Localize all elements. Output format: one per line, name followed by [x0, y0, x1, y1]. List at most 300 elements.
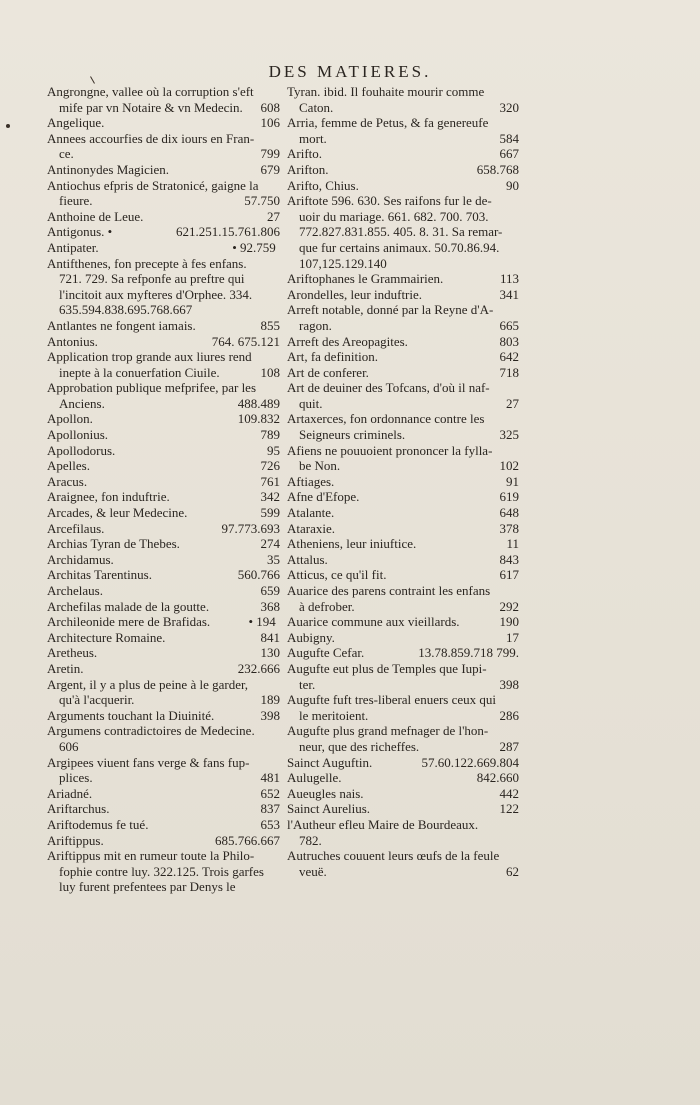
- page-references: 232.666: [237, 660, 280, 676]
- page-references: 27: [267, 208, 280, 224]
- page-references: 91: [506, 473, 519, 489]
- entry-heading: [287, 661, 519, 677]
- entry-text: Argent, il y a plus de peine à le garder,: [47, 676, 249, 692]
- entry-text: Anthoine de Leue.: [47, 208, 144, 224]
- index-entry: [287, 115, 519, 146]
- entry-text: Sainct Auguftin.: [287, 754, 373, 770]
- entry-continuation: [287, 739, 519, 755]
- entry-heading: [47, 552, 280, 568]
- entry-heading: [287, 443, 519, 459]
- entry-text: l'Autheur efleu Maire de Bourdeaux.: [287, 816, 479, 832]
- index-entry: [287, 178, 519, 194]
- entry-text: luy furent prefentees par Denys le: [59, 879, 236, 895]
- index-entry: [47, 521, 280, 537]
- entry-continuation: [287, 833, 519, 849]
- entry-heading: [287, 614, 519, 630]
- entry-heading: [47, 630, 280, 646]
- entry-continuation: [287, 396, 519, 412]
- page-references: 320: [499, 99, 519, 115]
- entry-heading: [47, 521, 280, 537]
- page-references: 842.660: [476, 770, 519, 786]
- page-references: 619: [499, 489, 519, 505]
- page-references: 560.766: [237, 567, 280, 583]
- entry-heading: [47, 427, 280, 443]
- index-entry: [287, 723, 519, 754]
- index-entry: [47, 115, 280, 131]
- page-references: 342: [260, 489, 280, 505]
- index-entry: [287, 848, 519, 879]
- index-entry: [287, 661, 519, 692]
- entry-text: Autruches couuent leurs œufs de la feule: [287, 848, 500, 864]
- index-entry: [47, 162, 280, 178]
- entry-text: mort.: [299, 130, 327, 146]
- index-column-right: [287, 84, 519, 879]
- entry-text: l'incitoit aux myfteres d'Orphee. 334.: [59, 286, 253, 302]
- page-references: 718: [499, 364, 519, 380]
- entry-heading: [47, 162, 280, 178]
- index-entry: [287, 271, 519, 287]
- page-references: 102: [499, 458, 519, 474]
- page-references: 378: [499, 520, 519, 536]
- entry-text: Art de deuiner des Tofcans, d'où il naf-: [287, 380, 490, 396]
- entry-text: Sainct Aurelius.: [287, 801, 371, 817]
- entry-text: à defrober.: [299, 598, 355, 614]
- index-entry: [287, 146, 519, 162]
- index-entry: [47, 474, 280, 490]
- entry-continuation: [287, 131, 519, 147]
- index-entry: [47, 427, 280, 443]
- entry-text: ter.: [299, 676, 316, 692]
- index-entry: [287, 411, 519, 442]
- entry-heading: [47, 817, 280, 833]
- entry-continuation: [287, 209, 519, 225]
- entry-continuation: [47, 100, 280, 116]
- entry-text: Aftiages.: [287, 473, 335, 489]
- entry-continuation: [47, 193, 280, 209]
- entry-heading: [47, 84, 280, 100]
- entry-text: plices.: [59, 770, 93, 786]
- entry-heading: [47, 178, 280, 194]
- entry-text: neur, que des richeffes.: [299, 738, 420, 754]
- index-entry: [287, 630, 519, 646]
- entry-text: Antifthenes, fon precepte à fes enfans.: [47, 255, 247, 271]
- index-entry: [47, 349, 280, 380]
- entry-text: Aulugelle.: [287, 770, 342, 786]
- entry-continuation: [287, 427, 519, 443]
- entry-continuation: [287, 599, 519, 615]
- page-references: 685.766.667: [215, 832, 280, 848]
- entry-text: Art de conferer.: [287, 364, 369, 380]
- entry-heading: [47, 115, 280, 131]
- page-references: 106: [260, 115, 280, 131]
- entry-text: le meritoient.: [299, 707, 369, 723]
- entry-text: 635.594.838.695.768.667: [59, 302, 193, 318]
- page-references: 599: [260, 505, 280, 521]
- index-entry: [47, 848, 280, 895]
- entry-heading: [287, 801, 519, 817]
- index-entry: [47, 723, 280, 754]
- entry-heading: [287, 411, 519, 427]
- entry-heading: [287, 474, 519, 490]
- page-references: 274: [260, 536, 280, 552]
- page-references: 286: [499, 707, 519, 723]
- index-entry: [287, 365, 519, 381]
- page-references: 653: [260, 816, 280, 832]
- entry-heading: [287, 505, 519, 521]
- entry-continuation: [287, 708, 519, 724]
- page-references: 761: [260, 473, 280, 489]
- index-entry: [287, 287, 519, 303]
- entry-text: Artaxerces, fon ordonnance contre les: [287, 411, 485, 427]
- entry-heading: [287, 692, 519, 708]
- page-references: 17: [506, 629, 519, 645]
- entry-text: Archefilas malade de la goutte.: [47, 598, 210, 614]
- entry-heading: [287, 489, 519, 505]
- page-references: 108: [260, 364, 280, 380]
- entry-heading: [47, 833, 280, 849]
- index-entry: [287, 193, 519, 271]
- entry-text: Seigneurs criminels.: [299, 427, 406, 443]
- entry-text: quit.: [299, 395, 323, 411]
- entry-text: Arifton.: [287, 161, 329, 177]
- index-entry: [47, 84, 280, 115]
- entry-heading: [47, 224, 280, 240]
- page-references: 27: [506, 395, 519, 411]
- page-references: 57.60.122.669.804: [421, 754, 519, 770]
- index-entry: [287, 349, 519, 365]
- entry-continuation: [287, 240, 519, 256]
- entry-text: Augufte fuft tres-liberal enuers ceux qui: [287, 692, 497, 708]
- index-entry: [47, 614, 280, 630]
- entry-text: uoir du mariage. 661. 682. 700. 703.: [299, 208, 489, 224]
- entry-heading: [47, 256, 280, 272]
- page-references: 292: [499, 598, 519, 614]
- entry-heading: [287, 302, 519, 318]
- entry-heading: [47, 614, 280, 630]
- entry-text: fieure.: [59, 193, 93, 209]
- entry-text: Aubigny.: [287, 629, 335, 645]
- entry-heading: [47, 349, 280, 365]
- entry-text: Angrongne, vallee où la corruption s'eft: [47, 84, 254, 99]
- entry-heading: [47, 505, 280, 521]
- index-entry: [47, 661, 280, 677]
- page-references: 658.768: [476, 161, 519, 177]
- page-references: 837: [260, 801, 280, 817]
- entry-text: fophie contre luy. 322.125. Trois garfes: [59, 863, 264, 879]
- index-entry: [287, 801, 519, 817]
- entry-heading: [47, 677, 280, 693]
- entry-text: Arreft des Areopagites.: [287, 333, 408, 349]
- running-header: DES MATIERES.: [268, 62, 432, 81]
- entry-heading: [47, 723, 280, 739]
- entry-text: Augufte eut plus de Temples que Iupi-: [287, 660, 487, 676]
- page-references: 62: [506, 863, 519, 879]
- page-references: 113: [499, 271, 519, 287]
- entry-text: Art, fa definition.: [287, 349, 378, 365]
- entry-text: 107,125.129.140: [299, 255, 387, 271]
- index-entry: [287, 443, 519, 474]
- index-entry: [47, 536, 280, 552]
- entry-heading: [287, 630, 519, 646]
- entry-heading: [47, 240, 280, 256]
- entry-continuation: [287, 864, 519, 880]
- entry-heading: [47, 458, 280, 474]
- entry-text: Auarice commune aux vieillards.: [287, 614, 460, 630]
- entry-heading: [287, 567, 519, 583]
- page-references: 652: [260, 785, 280, 801]
- page-references: 109.832: [237, 411, 280, 427]
- page-references: • 92.759: [232, 239, 276, 255]
- index-entry: [287, 302, 519, 333]
- entry-heading: [47, 583, 280, 599]
- page-references: 855: [260, 317, 280, 333]
- entry-heading: [287, 162, 519, 178]
- index-entry: [47, 224, 280, 240]
- entry-heading: [47, 708, 280, 724]
- entry-text: Ariftote 596. 630. Ses raifons fur le de-: [287, 193, 492, 209]
- entry-heading: [287, 848, 519, 864]
- index-entry: [287, 84, 519, 115]
- page-references: 122: [499, 801, 519, 817]
- entry-heading: [47, 380, 280, 396]
- index-entry: [47, 318, 280, 334]
- index-entry: [47, 178, 280, 209]
- entry-text: Architas Tarentinus.: [47, 567, 152, 583]
- page-references: 764. 675.121: [211, 333, 280, 349]
- entry-text: Approbation publique mefprifee, par les: [47, 380, 257, 396]
- entry-text: ragon.: [299, 317, 332, 333]
- entry-heading: [47, 848, 280, 864]
- entry-text: Afne d'Efope.: [287, 489, 360, 505]
- index-entry: [47, 443, 280, 459]
- entry-text: Augufte plus grand mefnager de l'hon-: [287, 723, 489, 739]
- index-entry: [47, 505, 280, 521]
- page-references: 442: [499, 785, 519, 801]
- entry-heading: [287, 770, 519, 786]
- index-entry: [47, 240, 280, 256]
- entry-continuation: [47, 739, 280, 755]
- index-entry: [287, 334, 519, 350]
- entry-text: Archelaus.: [47, 583, 103, 598]
- page-references: 642: [499, 349, 519, 365]
- entry-text: Auarice des parens contraint les enfans: [287, 583, 491, 598]
- page-references: 621.251.15.761.806: [176, 224, 280, 240]
- entry-heading: [287, 365, 519, 381]
- page-references: 584: [499, 130, 519, 146]
- entry-text: inepte à la conuerfation Ciuile.: [59, 364, 220, 380]
- entry-text: Antipater.: [47, 239, 99, 255]
- index-entry: [47, 677, 280, 708]
- entry-heading: [287, 178, 519, 194]
- entry-heading: [47, 599, 280, 615]
- entry-heading: [47, 801, 280, 817]
- index-entry: [47, 380, 280, 411]
- index-entry: [287, 474, 519, 490]
- entry-text: Arifto, Chius.: [287, 177, 359, 193]
- index-entry: [287, 567, 519, 583]
- entry-text: Apelles.: [47, 458, 90, 474]
- entry-text: Apollodorus.: [47, 442, 116, 458]
- entry-heading: [47, 645, 280, 661]
- entry-text: Arria, femme de Petus, & fa genereufe: [287, 115, 489, 131]
- index-entry: [287, 489, 519, 505]
- page-references: 398: [260, 707, 280, 723]
- entry-heading: [287, 380, 519, 396]
- entry-text: Arifto.: [287, 146, 323, 162]
- entry-heading: [287, 645, 519, 661]
- index-entry: [287, 817, 519, 848]
- entry-heading: [47, 755, 280, 771]
- page-references: 35: [267, 551, 280, 567]
- page-references: 481: [260, 770, 280, 786]
- entry-continuation: [287, 677, 519, 693]
- page-references: 13.78.859.718 799.: [418, 645, 519, 661]
- entry-text: 782.: [299, 832, 322, 848]
- entry-text: Ariftippus mit en rumeur toute la Philo-: [47, 848, 255, 864]
- entry-heading: [47, 318, 280, 334]
- index-entry: [287, 162, 519, 178]
- page-references: 617: [499, 567, 519, 583]
- entry-heading: [47, 209, 280, 225]
- index-entry: [47, 708, 280, 724]
- entry-heading: [47, 489, 280, 505]
- entry-heading: [47, 536, 280, 552]
- index-entry: [287, 786, 519, 802]
- page-references: 789: [260, 427, 280, 443]
- entry-continuation: [287, 318, 519, 334]
- index-entry: [47, 755, 280, 786]
- entry-text: Argipees viuent fans verge & fans fup-: [47, 754, 250, 770]
- index-column-left: [47, 84, 280, 895]
- entry-text: Angelique.: [47, 115, 105, 131]
- index-entry: [47, 256, 280, 318]
- index-entry: [287, 521, 519, 537]
- page-references: 648: [499, 505, 519, 521]
- entry-text: veuë.: [299, 863, 327, 879]
- entry-heading: [47, 411, 280, 427]
- index-entry: [287, 552, 519, 568]
- entry-text: Augufte Cefar.: [287, 645, 365, 661]
- entry-text: 606: [59, 738, 79, 754]
- entry-text: Atticus, ce qu'il fit.: [287, 567, 387, 583]
- page-references: 398: [499, 676, 519, 692]
- index-entry: [287, 536, 519, 552]
- entry-text: Argumens contradictoires de Medecine.: [47, 723, 255, 739]
- page-references: 97.773.693: [221, 520, 280, 536]
- index-entry: [287, 380, 519, 411]
- entry-heading: [287, 349, 519, 365]
- entry-text: Ariftippus.: [47, 832, 104, 848]
- index-entry: [47, 131, 280, 162]
- entry-text: Architecture Romaine.: [47, 629, 166, 645]
- page-references: 190: [499, 614, 519, 630]
- index-entry: [47, 599, 280, 615]
- entry-text: Ariftodemus fe tué.: [47, 816, 149, 832]
- entry-text: Arreft notable, donné par la Reyne d'A-: [287, 302, 494, 318]
- entry-text: Aretheus.: [47, 645, 98, 661]
- index-entry: [47, 411, 280, 427]
- entry-text: Antigonus. •: [47, 224, 113, 240]
- entry-text: Aretin.: [47, 660, 84, 676]
- page-references: 95: [267, 442, 280, 458]
- entry-continuation: [287, 256, 519, 272]
- entry-text: Apollonius.: [47, 427, 109, 443]
- entry-text: Aracus.: [47, 473, 88, 489]
- entry-text: Tyran. ibid. Il fouhaite mourir comme: [287, 84, 485, 99]
- entry-heading: [287, 271, 519, 287]
- entry-text: qu'à l'acquerir.: [59, 692, 135, 708]
- index-entry: [47, 630, 280, 646]
- entry-text: Afiens ne pouuoient prononcer la fylla-: [287, 442, 493, 458]
- entry-text: Arguments touchant la Diuinité.: [47, 707, 215, 723]
- entry-continuation: [47, 365, 280, 381]
- entry-heading: [287, 786, 519, 802]
- entry-text: Archias Tyran de Thebes.: [47, 536, 180, 552]
- page-references: 488.489: [237, 395, 280, 411]
- page-references: 341: [499, 286, 519, 302]
- entry-heading: [47, 131, 280, 147]
- entry-text: Antiochus efpris de Stratonicé, gaigne la: [47, 177, 259, 193]
- entry-continuation: [47, 864, 280, 880]
- entry-heading: [287, 536, 519, 552]
- index-entry: [287, 505, 519, 521]
- entry-text: be Non.: [299, 458, 341, 474]
- index-entry: [47, 552, 280, 568]
- index-entry: [47, 833, 280, 849]
- entry-text: que fur certains animaux. 50.70.86.94.: [299, 239, 500, 255]
- page-references: 57.750: [244, 193, 280, 209]
- entry-continuation: [47, 271, 280, 287]
- entry-text: Application trop grande aux liures rend: [47, 349, 252, 365]
- entry-text: Archidamus.: [47, 551, 114, 567]
- entry-heading: [287, 115, 519, 131]
- entry-heading: [47, 567, 280, 583]
- entry-heading: [287, 583, 519, 599]
- index-entry: [287, 770, 519, 786]
- entry-continuation: [287, 224, 519, 240]
- index-entry: [47, 801, 280, 817]
- entry-text: Anciens.: [59, 395, 105, 411]
- entry-heading: [287, 755, 519, 771]
- entry-text: Araignee, fon induftrie.: [47, 489, 170, 505]
- index-entry: [287, 614, 519, 630]
- entry-heading: [47, 334, 280, 350]
- index-entry: [287, 645, 519, 661]
- entry-text: Ariadné.: [47, 785, 93, 801]
- page-references: 726: [260, 458, 280, 474]
- index-entry: [47, 786, 280, 802]
- index-entry: [47, 567, 280, 583]
- entry-heading: [287, 552, 519, 568]
- entry-text: mife par vn Notaire & vn Medecin.: [59, 99, 243, 115]
- entry-heading: [287, 84, 519, 100]
- ink-dot: [6, 124, 10, 128]
- index-entry: [47, 458, 280, 474]
- page-references: 130: [260, 645, 280, 661]
- entry-heading: [287, 193, 519, 209]
- entry-text: Annees accourfies de dix iours en Fran-: [47, 130, 255, 146]
- entry-text: Ariftophanes le Grammairien.: [287, 271, 444, 287]
- entry-heading: [287, 334, 519, 350]
- entry-text: Antonius.: [47, 333, 98, 349]
- entry-continuation: [47, 287, 280, 303]
- entry-text: Ataraxie.: [287, 520, 336, 536]
- entry-heading: [47, 661, 280, 677]
- entry-heading: [287, 723, 519, 739]
- index-entry: [47, 817, 280, 833]
- entry-text: 721. 729. Sa refponfe au preftre qui: [59, 271, 245, 287]
- index-entry: [47, 489, 280, 505]
